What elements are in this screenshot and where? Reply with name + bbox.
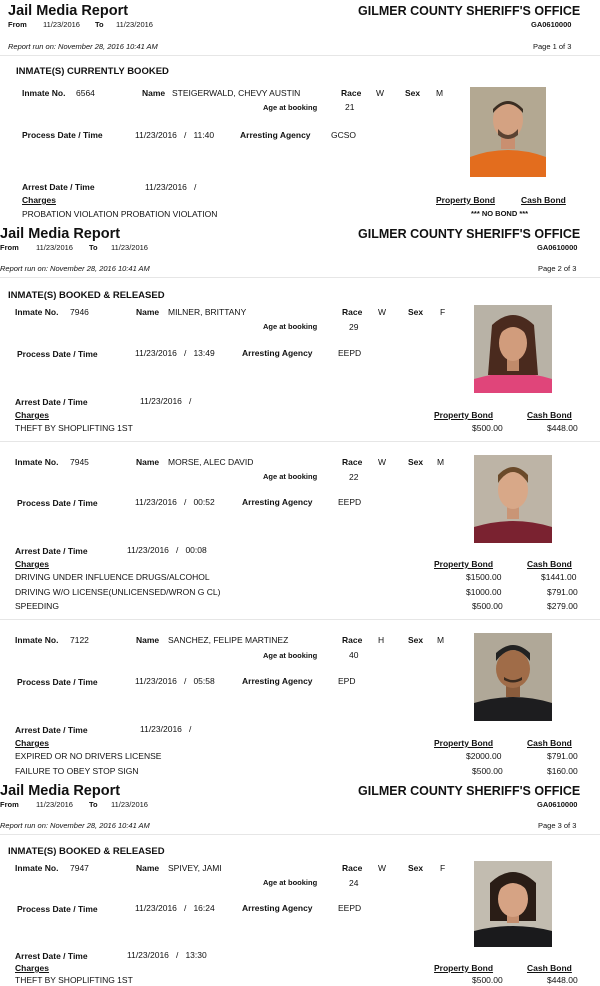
cash-bond-label: Cash Bond [527,559,572,569]
race-value: W [378,307,387,317]
cash-bond-value: $279.00 [547,601,578,611]
charges-label: Charges [15,738,50,748]
cash-bond-label: Cash Bond [521,195,566,205]
name-label: Name [136,307,160,317]
age-label: Age at booking [263,651,318,660]
charges-label: Charges [15,963,50,973]
from-label: From [0,800,19,809]
inmate-no-value: 7122 [70,635,89,645]
agency-name: GILMER COUNTY SHERIFF'S OFFICE [358,4,581,18]
age-label: Age at booking [263,878,318,887]
arresting-agency-value: EEPD [338,903,362,913]
age-value: 21 [345,102,355,112]
inmate-no-label: Inmate No. [15,635,59,645]
arresting-agency-value: GCSO [331,130,357,140]
charge-text: EXPIRED OR NO DRIVERS LICENSE [15,751,162,761]
mugshot-photo [474,861,552,947]
arrest-date-value: 11/23/2016 / [140,396,192,406]
sex-value: M [437,635,445,645]
cash-bond-value: $160.00 [547,766,578,776]
cash-bond-label: Cash Bond [527,963,572,973]
agency-code: GA0610000 [531,20,572,29]
inmate-no-value: 7947 [70,863,89,873]
cash-bond-value: $448.00 [547,975,578,985]
arrest-date-value: 11/23/2016 / 13:30 [127,950,207,960]
to-date: 11/23/2016 [116,20,153,29]
no-bond-note: *** NO BOND *** [471,209,529,218]
report-title: Jail Media Report [0,226,121,242]
process-date-value: 11/23/2016 / 11:40 [135,130,215,140]
charge-text: THEFT BY SHOPLIFTING 1ST [15,975,133,985]
race-label: Race [342,635,363,645]
divider [0,441,600,442]
mugshot-image [474,633,552,721]
cash-bond-value: $791.00 [547,751,578,761]
process-date-value: 11/23/2016 / 13:49 [135,348,215,358]
race-value: W [378,863,387,873]
property-bond-label: Property Bond [436,195,496,205]
inmate-name: MORSE, ALEC DAVID [168,457,254,467]
mugshot-photo [474,455,552,543]
inmate-no-value: 7946 [70,307,89,317]
process-date-label: Process Date / Time [17,904,98,914]
charge-text: DRIVING UNDER INFLUENCE DRUGS/ALCOHOL [15,572,210,582]
property-bond-value: $2000.00 [466,751,502,761]
section-heading: INMATE(S) BOOKED & RELEASED [8,290,165,301]
cash-bond-value: $791.00 [547,587,578,597]
inmate-name: SPIVEY, JAMI [168,863,222,873]
process-date-value: 11/23/2016 / 00:52 [135,497,215,507]
page-number: Page 1 of 3 [533,42,572,51]
property-bond-value: $500.00 [472,423,503,433]
property-bond-value: $1000.00 [466,587,502,597]
divider [0,277,600,278]
section-heading: INMATE(S) BOOKED & RELEASED [8,846,165,857]
charge-text: DRIVING W/O LICENSE(UNLICENSED/WRON G CL) [15,587,221,597]
report-title: Jail Media Report [8,3,129,19]
inmate-no-value: 7945 [70,457,89,467]
report-run-on: Report run on: November 28, 2016 10:41 AM [0,821,150,830]
charges-label: Charges [15,559,50,569]
arresting-agency-label: Arresting Agency [240,130,311,140]
process-date-label: Process Date / Time [17,349,98,359]
agency-code: GA0610000 [537,800,578,809]
divider [0,619,600,620]
charges-label: Charges [15,410,50,420]
sex-label: Sex [408,635,424,645]
report-title: Jail Media Report [0,783,121,799]
race-label: Race [342,307,363,317]
name-label: Name [136,635,160,645]
cash-bond-value: $1441.00 [541,572,577,582]
process-date-label: Process Date / Time [17,498,98,508]
section-heading: INMATE(S) CURRENTLY BOOKED [16,66,169,77]
inmate-no-value: 6564 [76,88,95,98]
to-label: To [89,243,98,252]
property-bond-value: $500.00 [472,601,503,611]
arresting-agency-label: Arresting Agency [242,676,313,686]
race-value: H [378,635,385,645]
race-label: Race [341,88,362,98]
arrest-date-label: Arrest Date / Time [15,546,88,556]
mugshot-image [474,861,552,947]
page-number: Page 2 of 3 [538,264,577,273]
agency-code: GA0610000 [537,243,578,252]
age-label: Age at booking [263,103,318,112]
agency-name: GILMER COUNTY SHERIFF'S OFFICE [358,784,581,798]
name-label: Name [142,88,166,98]
process-date-value: 11/23/2016 / 16:24 [135,903,215,913]
age-value: 40 [349,650,359,660]
cash-bond-label: Cash Bond [527,410,572,420]
to-date: 11/23/2016 [111,243,148,252]
mugshot-photo [474,633,552,721]
from-date: 11/23/2016 [36,800,73,809]
arrest-date-value: 11/23/2016 / [145,182,197,192]
cash-bond-label: Cash Bond [527,738,572,748]
arresting-agency-label: Arresting Agency [242,903,313,913]
arresting-agency-value: EEPD [338,497,362,507]
divider [0,834,600,835]
charge-text: FAILURE TO OBEY STOP SIGN [15,766,139,776]
from-date: 11/23/2016 [36,243,73,252]
arresting-agency-label: Arresting Agency [242,497,313,507]
property-bond-label: Property Bond [434,410,494,420]
arrest-date-label: Arrest Date / Time [15,725,88,735]
agency-name: GILMER COUNTY SHERIFF'S OFFICE [358,227,581,241]
race-value: W [376,88,385,98]
cash-bond-value: $448.00 [547,423,578,433]
charge-text: PROBATION VIOLATION PROBATION VIOLATION [22,209,218,219]
age-value: 22 [349,472,359,482]
property-bond-value: $1500.00 [466,572,502,582]
sex-label: Sex [408,863,424,873]
sex-value: F [440,863,446,873]
sex-label: Sex [405,88,421,98]
inmate-name: MILNER, BRITTANY [168,307,247,317]
property-bond-label: Property Bond [434,963,494,973]
property-bond-label: Property Bond [434,738,494,748]
property-bond-label: Property Bond [434,559,494,569]
inmate-no-label: Inmate No. [15,307,59,317]
process-date-label: Process Date / Time [22,130,103,140]
sex-value: F [440,307,446,317]
sex-value: M [436,88,444,98]
sex-label: Sex [408,457,424,467]
page-number: Page 3 of 3 [538,821,577,830]
charge-text: THEFT BY SHOPLIFTING 1ST [15,423,133,433]
property-bond-value: $500.00 [472,766,503,776]
report-run-on: Report run on: November 28, 2016 10:41 AM [0,264,150,273]
name-label: Name [136,863,160,873]
arrest-date-label: Arrest Date / Time [15,397,88,407]
report-run-on: Report run on: November 28, 2016 10:41 AM [8,42,158,51]
race-value: W [378,457,387,467]
arrest-date-value: 11/23/2016 / 00:08 [127,545,207,555]
inmate-no-label: Inmate No. [22,88,66,98]
mugshot-image [474,305,552,393]
to-label: To [95,20,104,29]
from-date: 11/23/2016 [43,20,80,29]
arrest-date-label: Arrest Date / Time [22,182,95,192]
mugshot-photo [474,305,552,393]
from-label: From [0,243,19,252]
age-value: 24 [349,878,359,888]
charges-label: Charges [22,195,57,205]
arrest-date-label: Arrest Date / Time [15,951,88,961]
mugshot-image [474,455,552,543]
charge-text: SPEEDING [15,601,59,611]
arrest-date-value: 11/23/2016 / [140,724,192,734]
inmate-no-label: Inmate No. [15,457,59,467]
inmate-name: STEIGERWALD, CHEVY AUSTIN [172,88,301,98]
process-date-value: 11/23/2016 / 05:58 [135,676,215,686]
sex-label: Sex [408,307,424,317]
arresting-agency-label: Arresting Agency [242,348,313,358]
mugshot-photo [470,87,546,177]
to-label: To [89,800,98,809]
inmate-name: SANCHEZ, FELIPE MARTINEZ [168,635,289,645]
inmate-no-label: Inmate No. [15,863,59,873]
from-label: From [8,20,27,29]
age-label: Age at booking [263,472,318,481]
arresting-agency-value: EEPD [338,348,362,358]
mugshot-image [470,87,546,177]
age-value: 29 [349,322,359,332]
age-label: Age at booking [263,322,318,331]
race-label: Race [342,457,363,467]
race-label: Race [342,863,363,873]
sex-value: M [437,457,445,467]
to-date: 11/23/2016 [111,800,148,809]
name-label: Name [136,457,160,467]
process-date-label: Process Date / Time [17,677,98,687]
divider [0,55,600,56]
property-bond-value: $500.00 [472,975,503,985]
arresting-agency-value: EPD [338,676,356,686]
